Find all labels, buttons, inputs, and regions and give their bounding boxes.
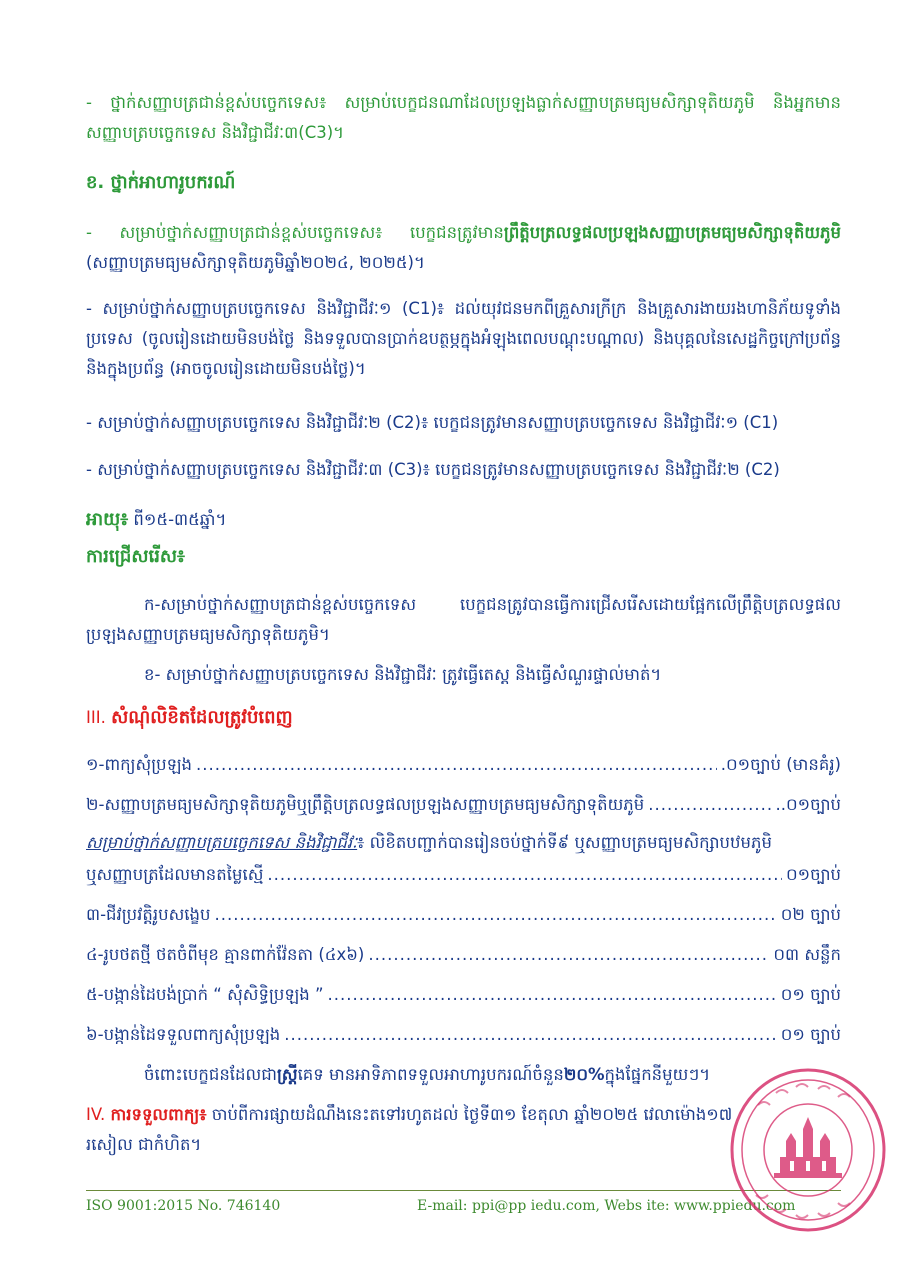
footer-iso: ISO 9001:2015 No. 746140 (86, 1198, 281, 1214)
section-title: សំណុំលិខិតដែលត្រូវបំពេញ (111, 707, 293, 728)
age-value: ពី១៥-៣៥ឆ្នាំ។ (128, 510, 227, 529)
doc-quantity: ០២ ច្បាប់ (780, 905, 841, 924)
p2-tail: (សញ្ញាបត្រមធ្យមសិក្សាទុតិយភូមិឆ្នាំ២០២៤, ២០២៥)។ (86, 253, 425, 272)
age-label: អាយុ៖ (86, 509, 129, 530)
doc-label: ១-ពាក្យសុំប្រឡង (86, 755, 193, 774)
leader-dots (284, 1020, 776, 1050)
doc-quantity: ..០១ច្បាប់ (775, 795, 841, 814)
women-note-bold: ស្ត្រី (276, 1065, 298, 1084)
leader-dots (267, 860, 782, 890)
leader-dots (368, 940, 769, 970)
doc-row (86, 860, 841, 890)
doc-quantity: ០៣ សន្លឹក (773, 945, 841, 964)
official-seal-icon (728, 1065, 888, 1235)
doc-label: ៣-ជីវប្រវត្តិរូបសង្ខេប (86, 905, 211, 924)
doc-row (86, 750, 841, 780)
p2-bold: ព្រឹត្តិបត្រលទ្ធផលប្រឡងសញ្ញាបត្រមធ្យមសិក្សាទុតិយភូមិ (503, 223, 841, 242)
doc-label: ៦-បង្កាន់ដៃទទួលពាក្យសុំប្រឡង (86, 1025, 281, 1044)
doc-label: ឬសញ្ញាបត្រដែលមានតម្លៃស្មើ (86, 865, 264, 884)
paragraph-c1: - សម្រាប់ថ្នាក់សញ្ញាបត្របច្ចេកទេស និងវិជ្ជាជីវៈ១ (C1)៖ ដល់យុវជនមកពីគ្រួសារក្រីក្រ និងគ្រួសារងាយរងហានិភ័យទូទាំងប្រទេស (ចូលរៀនដោយមិនបង់ថ្លៃ និងទទួលបានប្រាក់ឧបត្ថម្ភក្នុងអំឡុងពេលបណ្តុះបណ្តាល) និងបុគ្គលនៃសេដ្ឋកិច្ចក្រៅប្រព័ន្ធ និងក្នុងប្រព័ន្ធ (អាចចូលរៀនដោយមិនបង់ថ្លៃ)។ (86, 299, 841, 378)
doc-row (86, 980, 841, 1010)
section-title: ការទទួលពាក្យ៖ (110, 1105, 207, 1124)
paragraph-higher-technical: - ថ្នាក់សញ្ញាបត្រជាន់ខ្ពស់បច្ចេកទេស៖ សម្រាប់បេក្ខជនណាដែលប្រឡងធ្លាក់សញ្ញាបត្រមធ្យមសិក្សាទុតិយភូមិ និងអ្នកមានសញ្ញាបត្របច្ចេកទេស និងវិជ្ជាជីវៈ៣(C3)។ (86, 93, 841, 142)
technical-note-text: ៖ លិខិតបញ្ជាក់បានរៀនចប់ថ្នាក់ទី៩ ឬសញ្ញាបត្រមធ្យមសិក្សាបឋមភូមិ (357, 833, 772, 852)
receipt-text: ចាប់ពីការផ្សាយដំណឹងនេះតទៅរហូតដល់ ថ្ងៃទី៣១ ខែតុលា ឆ្នាំ២០២៥ វេលាម៉ោង១៧ (206, 1105, 733, 1124)
paragraph-c2: - សម្រាប់ថ្នាក់សញ្ញាបត្របច្ចេកទេស និងវិជ្ជាជីវៈ២ (C2)៖ បេក្ខជនត្រូវមានសញ្ញាបត្របច្ចេកទេស និងវិជ្ជាជីវៈ១ (C1) (86, 413, 779, 432)
section-scholarship-heading: ខ. ថ្នាក់អាហារូបករណ៍ (86, 172, 236, 193)
doc-quantity: ០១ ច្បាប់ (780, 1025, 841, 1044)
technical-note (86, 828, 841, 858)
doc-label: ៥-បង្កាន់ដៃបង់ប្រាក់ “ សុំសិទ្ធិប្រឡង ” (86, 985, 324, 1004)
paragraph-c3: - សម្រាប់ថ្នាក់សញ្ញាបត្របច្ចេកទេស និងវិជ្ជាជីវៈ៣ (C3)៖ បេក្ខជនត្រូវមានសញ្ញាបត្របច្ចេកទេស និងវិជ្ជាជីវៈ២ (C2) (86, 460, 780, 479)
leader-dots (328, 980, 777, 1010)
doc-quantity: ០១ ច្បាប់ (780, 985, 841, 1004)
selection-heading: ការជ្រើសរើស៖ (86, 546, 185, 567)
section-number: IV. (86, 1105, 106, 1124)
paragraph-scholarship-higher (86, 218, 841, 278)
receipt-text-2: រសៀល ជាកំហិត។ (86, 1135, 202, 1154)
section-number: III. (86, 708, 106, 727)
doc-quantity: .០១ច្បាប់ (មានគំរូ) (720, 755, 841, 774)
leader-dots (648, 790, 771, 820)
p2-lead: - សម្រាប់ថ្នាក់សញ្ញាបត្រជាន់ខ្ពស់បច្ចេកទេស៖ បេក្ខជនត្រូវមាន (86, 223, 504, 242)
footer-contact[interactable]: E-mail: ppi@pp iedu.com, Webs ite: www.ppiedu.com (417, 1198, 796, 1214)
doc-row (86, 940, 841, 970)
leader-dots (196, 750, 717, 780)
doc-label: ២-សញ្ញាបត្រមធ្យមសិក្សាទុតិយភូមិឬព្រឹត្តិបត្រលទ្ធផលប្រឡងសញ្ញាបត្រមធ្យមសិក្សាទុតិយភូមិ (86, 795, 645, 814)
selection-item-a: ក-សម្រាប់ថ្នាក់សញ្ញាបត្រជាន់ខ្ពស់បច្ចេកទេស បេក្ខជនត្រូវបានធ្វើការជ្រើសរើសដោយផ្អែកលើព្រឹត្តិបត្រលទ្ធផលប្រឡងសញ្ញាបត្រមធ្យមសិក្សាទុតិយភូមិ។ (86, 595, 841, 644)
women-note-percent: ២០% (563, 1065, 605, 1084)
women-note-part: ចំពោះបេក្ខជនដែលជា (144, 1065, 277, 1084)
women-note-part: ក្នុងផ្នែកនីមួយៗ។ (604, 1065, 711, 1084)
technical-note-underlined: សម្រាប់ថ្នាក់សញ្ញាបត្របច្ចេកទេស និងវិជ្ជាជីវៈ (86, 833, 358, 852)
doc-row (86, 790, 841, 820)
leader-dots (214, 900, 776, 930)
section-documents-heading (86, 703, 841, 733)
doc-label: ៤-រូបថតថ្មី ថតចំពីមុខ គ្មានពាក់វ៉ែនតា (៤x៦) (86, 945, 365, 964)
women-note-part: គេទ មានអាទិភាពទទួលអាហារូបករណ៍ចំនួន (297, 1065, 564, 1084)
doc-quantity: ០១ច្បាប់ (785, 865, 841, 884)
doc-row (86, 900, 841, 930)
age-line (86, 505, 841, 535)
selection-item-b: ខ- សម្រាប់ថ្នាក់សញ្ញាបត្របច្ចេកទេស និងវិជ្ជាជីវៈ ត្រូវធ្វើតេស្ត និងធ្វើសំណួរផ្ទាល់មាត់។ (144, 665, 662, 684)
doc-row (86, 1020, 841, 1050)
